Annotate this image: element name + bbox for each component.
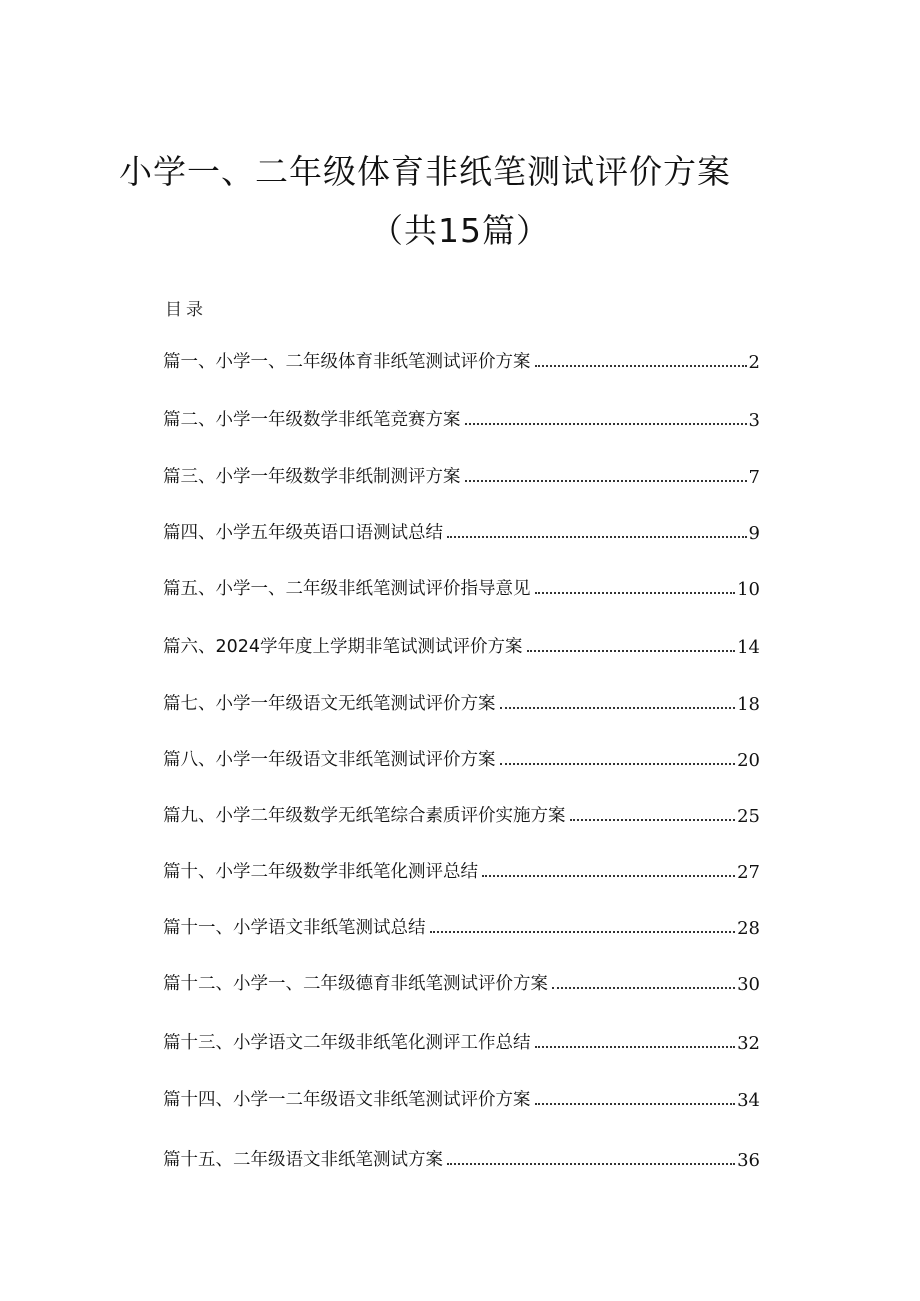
toc-heading: 目录	[165, 300, 207, 320]
toc-entry-label: 篇八、小学一年级语文非纸笔测试评价方案	[163, 750, 496, 770]
toc-leader-dots	[535, 1046, 736, 1048]
toc-entry[interactable]	[163, 516, 760, 544]
toc-leader-dots	[535, 1103, 736, 1105]
toc-entry[interactable]	[163, 1083, 760, 1111]
toc-entry-page: 18	[737, 694, 760, 715]
toc-entry-label: 篇一、小学一、二年级体育非纸笔测试评价方案	[163, 352, 531, 372]
toc-entry-page: 36	[737, 1150, 760, 1171]
toc-entry-page: 27	[737, 862, 760, 883]
toc-leader-dots	[552, 987, 735, 989]
toc-entry[interactable]	[163, 345, 760, 373]
toc-entry-page: 25	[737, 806, 760, 827]
toc-entry[interactable]	[163, 403, 760, 431]
toc-leader-dots	[465, 480, 747, 482]
toc-leader-dots	[535, 365, 747, 367]
toc-entry[interactable]	[163, 743, 760, 771]
toc-entry-label: 篇十二、小学一、二年级德育非纸笔测试评价方案	[163, 974, 548, 994]
toc-entry-page: 32	[737, 1033, 760, 1054]
document-subtitle: （共15篇）	[370, 211, 550, 250]
toc-entry[interactable]	[163, 460, 760, 488]
toc-entry-page: 9	[748, 523, 760, 544]
toc-leader-dots	[482, 875, 735, 877]
toc-entry-label: 篇三、小学一年级数学非纸制测评方案	[163, 467, 461, 487]
toc-leader-dots	[447, 1163, 735, 1165]
toc-entry-page: 7	[748, 467, 760, 488]
toc-entry-label: 篇七、小学一年级语文无纸笔测试评价方案	[163, 694, 496, 714]
toc-entry[interactable]	[163, 799, 760, 827]
toc-entry-label: 篇十四、小学一二年级语文非纸笔测试评价方案	[163, 1090, 531, 1110]
toc-leader-dots	[447, 536, 747, 538]
toc-entry-label: 篇十五、二年级语文非纸笔测试方案	[163, 1150, 443, 1170]
toc-entry[interactable]	[163, 855, 760, 883]
toc-entry-label: 篇十一、小学语文非纸笔测试总结	[163, 918, 426, 938]
toc-leader-dots	[465, 423, 747, 425]
toc-leader-dots	[500, 707, 736, 709]
toc-entry-label: 篇四、小学五年级英语口语测试总结	[163, 523, 443, 543]
toc-entry-label: 篇十三、小学语文二年级非纸笔化测评工作总结	[163, 1033, 531, 1053]
toc-entry[interactable]	[163, 911, 760, 939]
toc-leader-dots	[500, 763, 736, 765]
toc-entry-label: 篇五、小学一、二年级非纸笔测试评价指导意见	[163, 579, 531, 599]
toc-entry-label: 篇九、小学二年级数学无纸笔综合素质评价实施方案	[163, 806, 566, 826]
toc-entry-page: 30	[737, 974, 760, 995]
toc-entry-label: 篇六、2024学年度上学期非笔试测试评价方案	[163, 637, 523, 657]
toc-entry-page: 20	[737, 750, 760, 771]
toc-entry-page: 14	[737, 637, 760, 658]
toc-entry[interactable]	[163, 630, 760, 658]
toc-entry-page: 28	[737, 918, 760, 939]
toc-entry[interactable]	[163, 572, 760, 600]
table-of-contents	[163, 0, 760, 1301]
toc-entry-page: 3	[748, 410, 760, 431]
toc-entry[interactable]	[163, 1143, 760, 1171]
toc-entry-page: 10	[737, 579, 760, 600]
toc-entry[interactable]	[163, 687, 760, 715]
toc-entry-page: 34	[737, 1090, 760, 1111]
toc-leader-dots	[535, 592, 736, 594]
toc-leader-dots	[430, 931, 736, 933]
toc-entry-label: 篇十、小学二年级数学非纸笔化测评总结	[163, 862, 478, 882]
document-title: 小学一、二年级体育非纸笔测试评价方案	[119, 152, 731, 191]
toc-entry-label: 篇二、小学一年级数学非纸笔竞赛方案	[163, 410, 461, 430]
toc-entry[interactable]	[163, 967, 760, 995]
toc-entry[interactable]	[163, 1026, 760, 1054]
toc-leader-dots	[527, 650, 736, 652]
toc-entry-page: 2	[748, 352, 760, 373]
toc-leader-dots	[570, 819, 736, 821]
